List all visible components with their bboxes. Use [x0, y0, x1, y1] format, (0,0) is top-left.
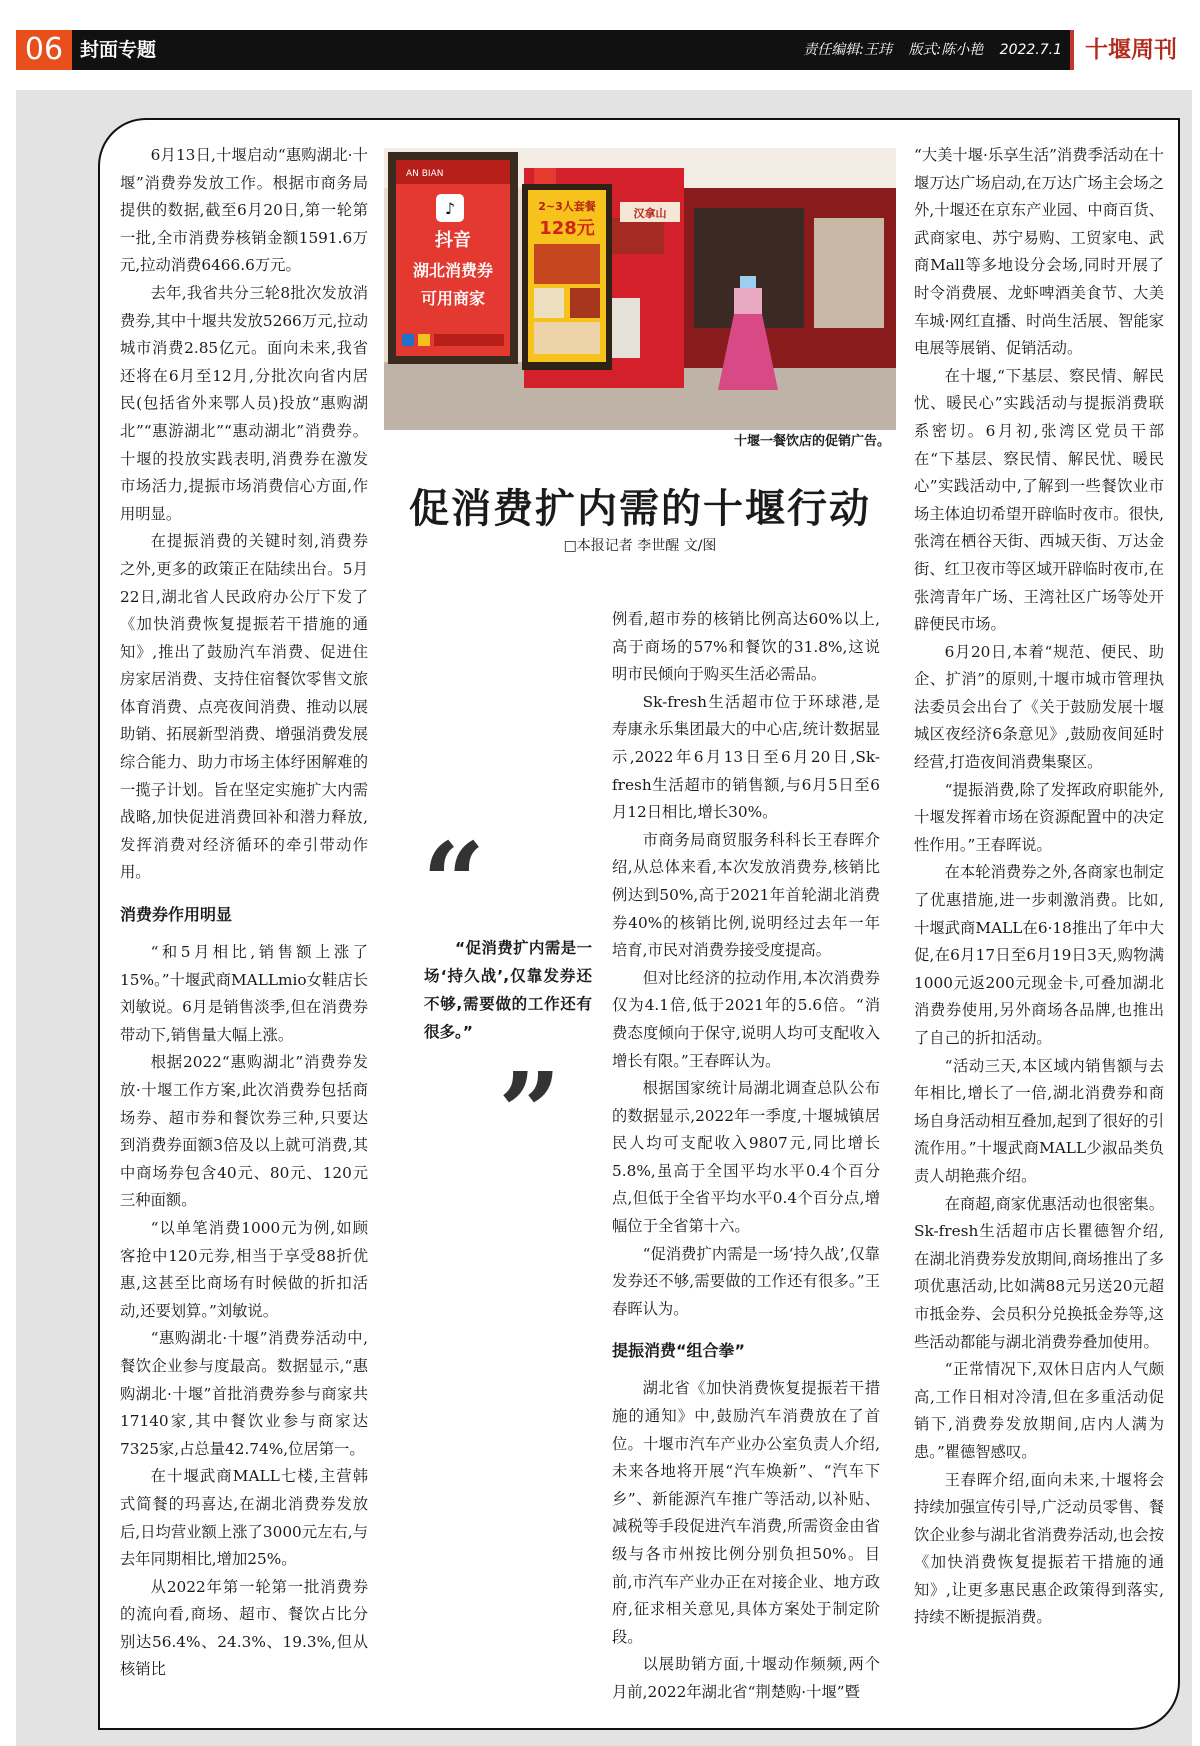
paragraph: Sk-fresh生活超市位于环球港,是寿康永乐集团最大的中心店,统计数据显示,2022年6月13日至6月20日,Sk-fresh生活超市的销售额,与6月5日至6月12日相比,增长30%。 [612, 692, 880, 822]
paragraph: “和5月相比,销售额上涨了15%。”十堰武商MALLmio女鞋店长刘敏说。6月是销售淡季,但在消费券带动下,销售量大幅上涨。 [120, 943, 368, 1044]
section-title: 封面专题 [80, 39, 157, 61]
paragraph: 在十堰,“下基层、察民情、解民忧、暖民心”实践活动与提振消费联系密切。6月初,张湾区党员干部在“下基层、察民情、解民忧、暖民心”实践活动中,了解到一些餐饮业市场主体迫切希望开辟临时夜市。很快,张湾在栖谷天街、西城天街、万达金街、红卫夜市等区域开辟临时夜市,在张湾青年广场、王湾社区广场等处开辟便民市场。 [914, 366, 1164, 634]
editor-name: 责任编辑:王玮 [803, 42, 893, 58]
sign-line1-text: 湖北消费券 [412, 261, 494, 280]
paragraph: “提振消费,除了发挥政府职能外,十堰发挥着市场在资源配置中的决定性作用。”王春晖说。 [914, 780, 1164, 854]
paragraph: “大美十堰·乐享生活”消费季活动在十堰万达广场启动,在万达广场主会场之外,十堰还在京东产业园、中商百货、武商家电、苏宁易购、工贸家电、武商Mall等多地设分会场,同时开展了时令消费展、龙虾啤酒美食节、大美车城·网红直播、时尚生活展、智能家电展等展销、促销活动。 [914, 146, 1164, 358]
store-name: 汉拿山 [633, 207, 667, 220]
subheading: 提振消费“组合拳” [612, 1341, 746, 1361]
headline: 促消费扩内需的十堰行动 [409, 485, 871, 532]
sign-top-text: AN BIAN [406, 169, 444, 179]
open-quote-icon: “ [422, 818, 486, 947]
paragraph: 根据国家统计局湖北调查总队公布的数据显示,2022年一季度,十堰城镇居民人均可支配收入9807元,同比增长5.8%,虽高于全国平均水平0.4个百分点,但低于全省平均水平0.4个百分点,增幅位于全省第十六。 [612, 1079, 880, 1236]
paragraph: 以展助销方面,十堰动作频频,两个月前,2022年湖北省“荆楚购·十堰”暨 [612, 1655, 880, 1701]
photo-caption: 十堰一餐饮店的促销广告。 [733, 434, 890, 449]
paragraph: 市商务局商贸服务科科长王春晖介绍,从总体来看,本次发放消费券,核销比例达到50%,高于2021年首轮湖北消费券40%的核销比例,说明经过去年一年培育,市民对消费券接受度提高。 [612, 830, 880, 960]
paragraph: 从2022年第一轮第一批消费券的流向看,商场、超市、餐饮占比分别达56.4%、24.3%、19.3%,但从核销比 [120, 1577, 368, 1679]
article-column-4 [914, 142, 1164, 1632]
poster-title: 2~3人套餐 [538, 200, 596, 213]
photo-illustration [384, 148, 896, 430]
paragraph: 例看,超市券的核销比例高达60%以上,高于商场的57%和餐饮的31.8%,这说明市民倾向于购买生活必需品。 [612, 610, 880, 684]
restaurant-photo [384, 148, 896, 430]
subheading: 消费券作用明显 [120, 905, 233, 925]
tiktok-icon: ♪ [444, 199, 456, 218]
issue-date: 2022.7.1 [999, 42, 1062, 58]
paragraph: “活动三天,本区域内销售额与去年相比,增长了一倍,湖北消费券和商场自身活动相互叠加,起到了很好的引流作用。”十堰武商MALL少淑品类负责人胡艳燕介绍。 [914, 1056, 1164, 1185]
editor-credits [791, 30, 1062, 70]
paragraph: 在本轮消费券之外,各商家也制定了优惠措施,进一步刺激消费。比如,十堰武商MALL在6·18推出了年中大促,在6月17日至6月19日3天,购物满1000元返200元现金卡,可叠加湖北消费券使用,另外商场各品牌,也推出了自己的折扣活动。 [914, 863, 1164, 1047]
byline: □本报记者 李世醒 文/图 [563, 538, 717, 554]
poster-price: 128元 [539, 218, 595, 239]
layout-name: 版式:陈小艳 [908, 42, 984, 58]
paragraph: 去年,我省共分三轮8批次发放消费券,其中十堰共发放5266万元,拉动城市消费2.85亿元。面向未来,我省还将在6月至12月,分批次向省内居民(包括省外来鄂人员)投放“惠购湖北”“惠游湖北”“惠动湖北”消费券。十堰的投放实践表明,消费券在激发市场活力,提振市场消费信心方面,作用明显。 [120, 283, 368, 523]
article-column-1 [120, 142, 368, 1684]
paragraph: 根据2022“惠购湖北”消费券发放·十堰工作方案,此次消费券包括商场券、超市券和餐饮券三种,只要达到消费券面额3倍及以上就可消费,其中商场券包含40元、80元、120元三种面额。 [120, 1053, 368, 1210]
pull-quote: “促消费扩内需是一场‘持久战’,仅靠发券还不够,需要做的工作还有很多。” [424, 939, 592, 1041]
sign-line2-text: 可用商家 [420, 289, 486, 308]
paragraph: “以单笔消费1000元为例,如顾客抢中120元券,相当于享受88折优惠,这甚至比商场有时候做的折扣活动,还要划算。”刘敏说。 [120, 1218, 368, 1320]
close-quote-icon: ” [498, 1048, 562, 1177]
paragraph: 在提振消费的关键时刻,消费券之外,更多的政策正在陆续出台。5月22日,湖北省人民政府办公厅下发了《加快消费恢复提振若干措施的通知》,推出了鼓励汽车消费、促进住房家居消费、支持住宿餐饮零售文旅体育消费、点亮夜间消费、推动以展助销、拓展新型消费、增强消费发展综合能力、助力市场主体纾困解难的一揽子计划。旨在坚定实施扩大内需战略,加快促进消费回补和潜力释放,发挥消费对经济循环的牵引带动作用。 [120, 532, 368, 882]
paragraph: “惠购湖北·十堰”消费券活动中,餐饮企业参与度最高。数据显示,“惠购湖北·十堰”首批消费券参与商家共17140家,其中餐饮业参与商家达7325家,占总量42.74%,位居第一。 [120, 1329, 368, 1458]
paragraph: 6月13日,十堰启动“惠购湖北·十堰”消费券发放工作。根据市商务局提供的数据,截至6月20日,第一轮第一批,全市消费券核销金额1591.6万元,拉动消费6466.6万元。 [120, 146, 368, 275]
masthead-logo: 十堰周刊 [1070, 30, 1188, 70]
paragraph: 在十堰武商MALL七楼,主营韩式简餐的玛喜达,在湖北消费券发放后,日均营业额上涨了3000元左右,与去年同期相比,增加25%。 [120, 1467, 368, 1569]
paragraph: “正常情况下,双休日店内人气颇高,工作日相对冷清,但在多重活动促销下,消费券发放期间,店内人满为患。”瞿德智感叹。 [914, 1360, 1164, 1461]
paragraph: 6月20日,本着“规范、便民、助企、扩消”的原则,十堰市城市管理执法委员会出台了《关于鼓励发展十堰城区夜经济6条意见》,鼓励夜间延时经营,打造夜间消费集聚区。 [914, 642, 1164, 772]
article-column-3 [612, 606, 880, 1707]
paragraph: 王春晖介绍,面向未来,十堰将会持续加强宣传引导,广泛动员零售、餐饮企业参与湖北省消费券活动,也会按《加快消费恢复提振若干措施的通知》,让更多惠民惠企政策得到落实,持续不断提振消费。 [914, 1470, 1164, 1627]
page-number: 06 [16, 30, 72, 70]
paragraph: “促消费扩内需是一场‘持久战’,仅靠发券还不够,需要做的工作还有很多。”王春晖认为。 [612, 1244, 880, 1318]
paragraph: 湖北省《加快消费恢复提振若干措施的通知》中,鼓励汽车消费放在了首位。十堰市汽车产业办公室负责人介绍,未来各地将开展“汽车焕新”、“汽车下乡”、新能源汽车推广等活动,以补贴、减税等手段促进汽车消费,所需资金由省级与各市州按比例分别负担50%。目前,市汽车产业办正在对接企业、地方政府,征求相关意见,具体方案处于制定阶段。 [612, 1379, 880, 1646]
paragraph: 但对比经济的拉动作用,本次消费券仅为4.1倍,低于2021年的5.6倍。“消费态度倾向于保守,说明人均可支配收入增长有限。”王春晖认为。 [612, 968, 880, 1070]
paragraph: 在商超,商家优惠活动也很密集。Sk-fresh生活超市店长瞿德智介绍,在湖北消费券发放期间,商场推出了多项优惠活动,比如满88元另送20元超市抵金券、会员积分兑换抵金券等,这些活动都能与湖北消费券叠加使用。 [914, 1194, 1164, 1351]
sign-app-text: 抖音 [435, 230, 471, 251]
